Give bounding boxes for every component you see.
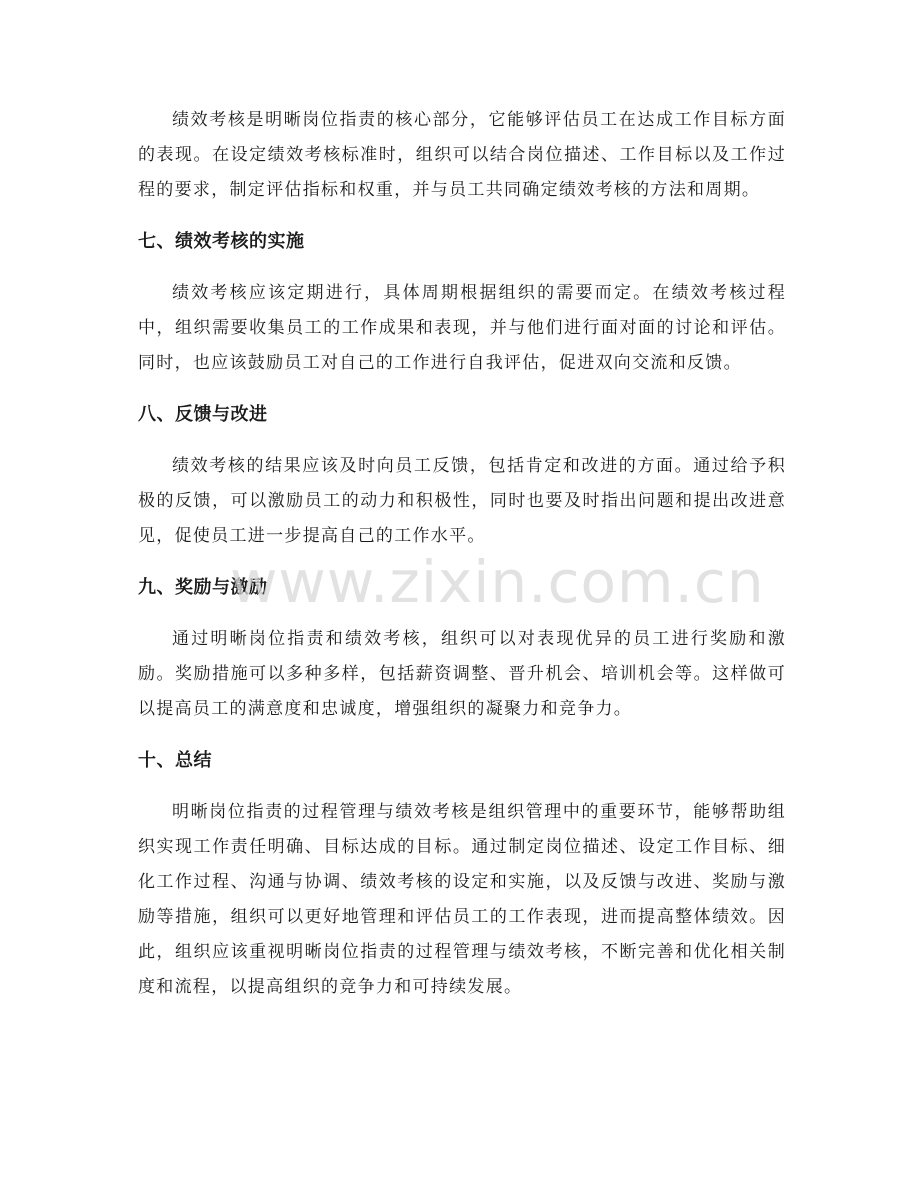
heading-section-10: 十、总结	[138, 750, 212, 771]
heading-section-7: 七、绩效考核的实施	[138, 231, 305, 252]
watermark-text: www.zixin.com.cn	[230, 548, 765, 616]
heading-section-8: 八、反馈与改进	[138, 404, 268, 425]
paragraph-performance-core: 绩效考核是明晰岗位指责的核心部分，它能够评估员工在达成工作目标方面的表现。在设定绩效考核标准时，组织可以结合岗位描述、工作目标以及工作过程的要求，制定评估指标和权重，并与员工共同确定绩效考核的方法和周期。	[138, 110, 786, 200]
paragraph-performance-implementation: 绩效考核应该定期进行，具体周期根据组织的需要而定。在绩效考核过程中，组织需要收集员工的工作成果和表现，并与他们进行面对面的讨论和评估。同时，也应该鼓励员工对自己的工作进行自我评估，促进双向交流和反馈。	[138, 283, 786, 373]
heading-section-9: 九、奖励与激励	[138, 577, 268, 598]
paragraph-rewards: 通过明晰岗位指责和绩效考核，组织可以对表现优异的员工进行奖励和激励。奖励措施可以多种多样，包括薪资调整、晋升机会、培训机会等。这样做可以提高员工的满意度和忠诚度，增强组织的凝聚力和竞争力。	[138, 629, 786, 719]
paragraph-summary: 明晰岗位指责的过程管理与绩效考核是组织管理中的重要环节，能够帮助组织实现工作责任明确、目标达成的目标。通过制定岗位描述、设定工作目标、细化工作过程、沟通与协调、绩效考核的设定和实施，以及反馈与改进、奖励与激励等措施，组织可以更好地管理和评估员工的工作表现，进而提高整体绩效。因此，组织应该重视明晰岗位指责的过程管理与绩效考核，不断完善和优化相关制度和流程，以提高组织的竞争力和可持续发展。	[138, 802, 786, 997]
paragraph-feedback: 绩效考核的结果应该及时向员工反馈，包括肯定和改进的方面。通过给予积极的反馈，可以激励员工的动力和积极性，同时也要及时指出问题和提出改进意见，促使员工进一步提高自己的工作水平。	[138, 456, 786, 546]
